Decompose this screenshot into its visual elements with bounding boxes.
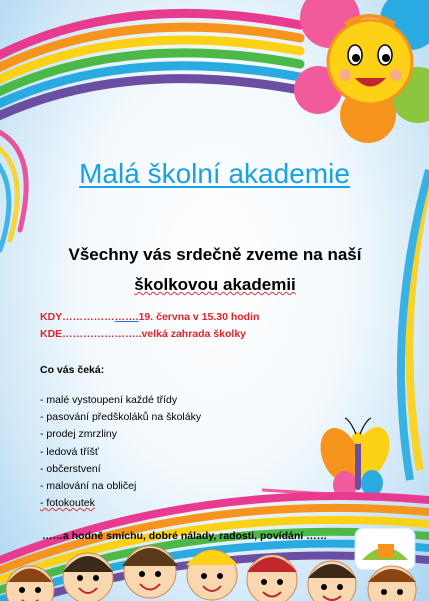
closing-line: ……a hodně smíchu, dobré nálady, radosti, povídání ……	[42, 530, 328, 542]
list-item	[40, 495, 201, 512]
list-item: - malování na obličej	[40, 479, 137, 492]
when-label: KDY……………	[40, 311, 115, 323]
rainbow-swirl-icon	[0, 13, 300, 120]
event-where	[40, 328, 246, 340]
subtitle-line-1: Všechny vás srdečně zveme na naší	[68, 245, 362, 264]
invitation-subtitle	[50, 240, 380, 300]
where-value: velká zahrada školky	[141, 328, 246, 340]
when-value: 19. června v 15.30 hodin	[138, 311, 260, 323]
list-item: - pasování předškoláků na školáky	[40, 411, 202, 424]
subtitle-line-2	[50, 270, 380, 300]
subtitle-line-2-text: školkovou akademii	[134, 275, 296, 294]
when-dots: …….	[114, 311, 139, 323]
list-item: - občerstvení	[40, 462, 101, 475]
list-item: - prodej zmrzliny	[40, 428, 118, 441]
list-item-text: - fotokoutek	[40, 497, 95, 510]
small-logo-icon	[355, 528, 415, 570]
program-list	[40, 392, 201, 512]
list-item: - ledová tříšť	[40, 445, 99, 458]
list-item: - malé vystoupení každé třídy	[40, 394, 178, 406]
smiling-flower-icon	[294, 0, 429, 143]
butterfly-icon	[314, 418, 396, 499]
program-heading: Co vás čeká:	[40, 364, 105, 376]
event-when	[40, 311, 259, 323]
page-title: Malá školní akademie	[79, 158, 350, 189]
where-label: KDE…………………..	[40, 328, 142, 340]
